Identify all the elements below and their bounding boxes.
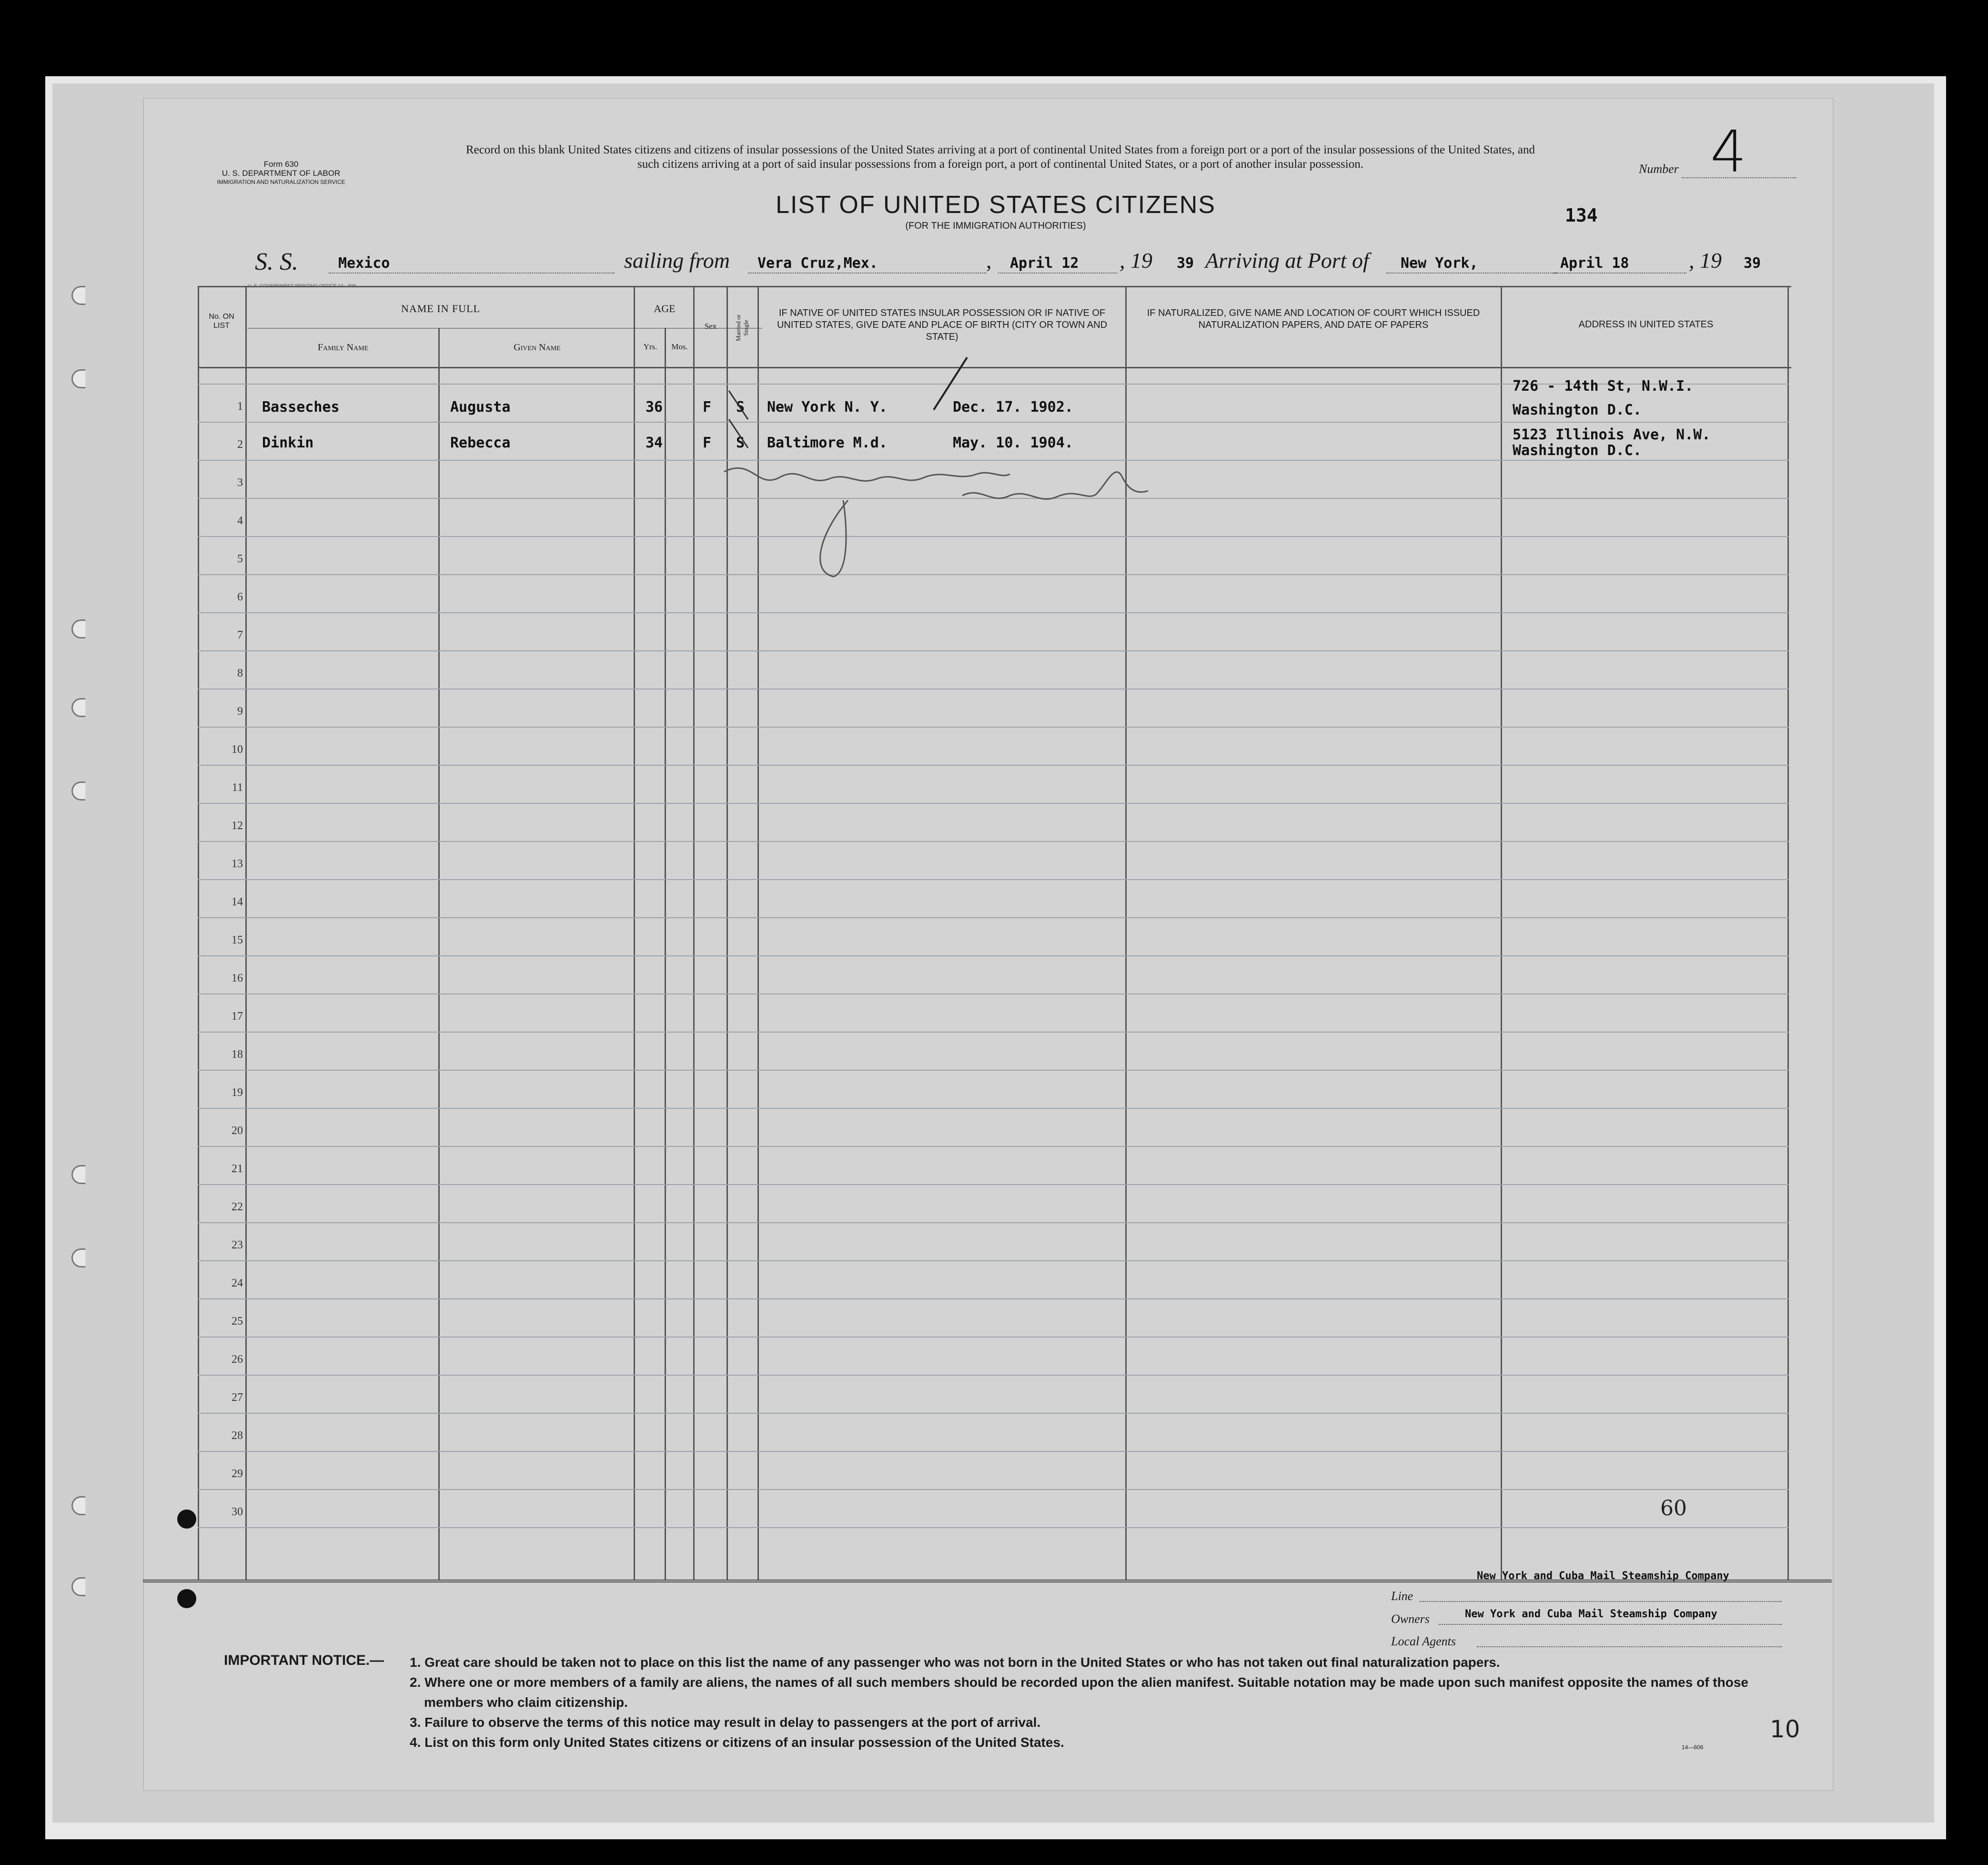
ruled-line [198, 1260, 1789, 1261]
row-number: 2 [237, 438, 243, 451]
agents-label: Local Agents [1391, 1634, 1456, 1648]
ruled-line [198, 1451, 1789, 1452]
row-number: 22 [232, 1201, 243, 1213]
arrival-port: New York, [1401, 255, 1478, 272]
ruled-line [198, 1184, 1789, 1185]
col-header-address: ADDRESS IN UNITED STATES [1578, 319, 1714, 330]
page-subtitle: (FOR THE IMMIGRATION AUTHORITIES) [905, 221, 1086, 231]
address-line-2: Washington D.C. [1513, 402, 1642, 418]
page-count-note: 60 [1660, 1496, 1687, 1520]
row-number: 10 [232, 743, 243, 756]
col-header-no: No. ON LIST [209, 313, 234, 330]
family-name: Dinkin [262, 435, 314, 451]
ruled-line [198, 955, 1789, 956]
ruled-line [198, 841, 1789, 842]
given-name: Rebecca [450, 435, 511, 451]
from-port-line [748, 273, 986, 274]
corner-code: 14—606 [1682, 1744, 1704, 1751]
row-number: 15 [232, 934, 243, 946]
birth-date: Dec. 17. 1902. [953, 399, 1073, 416]
agents-field [1477, 1646, 1782, 1647]
stamp-number: 134 [1565, 205, 1598, 226]
notice-item: 4. List on this form only United States citizens or citizens of an insular possession of the United States. [410, 1735, 1064, 1750]
row-number: 17 [232, 1010, 243, 1023]
ruled-line [198, 879, 1789, 880]
row-number: 23 [232, 1239, 243, 1251]
column-rule [665, 328, 666, 1580]
row-number: 5 [237, 553, 243, 565]
sex-value: F [703, 399, 712, 416]
address-line-2: Washington D.C. [1513, 442, 1642, 459]
ruled-line [198, 1337, 1789, 1338]
service-name: IMMIGRATION AND NATURALIZATION SERVICE [217, 179, 345, 185]
row-number: 27 [232, 1391, 243, 1404]
ruled-line [198, 1489, 1789, 1490]
column-rule [1501, 286, 1502, 1580]
owners-label: Owners [1391, 1612, 1430, 1626]
year-prefix-2: 19 [1700, 248, 1722, 273]
col-header-family: Family Name [317, 342, 369, 353]
form-issuer [195, 160, 367, 187]
ruled-line [198, 1146, 1789, 1147]
line-value: New York and Cuba Mail Steamship Company [1477, 1570, 1729, 1582]
notice-item: 1. Great care should be taken not to place on this list the name of any passenger who was not born in the United States or who has not taken out final naturalization papers. [410, 1655, 1500, 1670]
row-number: 8 [237, 667, 243, 679]
line-label: Line [1391, 1589, 1413, 1603]
ruled-line [198, 1375, 1789, 1376]
row-number: 16 [232, 972, 243, 984]
punch-dot [177, 1510, 196, 1529]
subheader-rule [248, 328, 762, 329]
row-number: 30 [232, 1506, 243, 1518]
punch-dot [177, 1589, 196, 1608]
ruled-line [198, 765, 1789, 766]
row-number: 26 [232, 1353, 243, 1366]
ship-name: Mexico [338, 255, 390, 272]
address-line-1: 5123 Illinois Ave, N.W. [1513, 426, 1711, 443]
row-number: 19 [232, 1086, 243, 1099]
ruled-line [198, 650, 1789, 651]
row-number: 24 [232, 1277, 243, 1289]
owners-value: New York and Cuba Mail Steamship Company [1465, 1608, 1717, 1620]
ruled-line [198, 803, 1789, 804]
col-header-age: AGE [654, 303, 676, 314]
column-rule [438, 328, 440, 1580]
sail-date-line [998, 273, 1117, 274]
arrival-date-line [1553, 273, 1686, 274]
sail-year: 39 [1177, 255, 1194, 272]
notice-item: 2. Where one or more members of a family are aliens, the names of all such members should be recorded upon the alien manifest. Suitable notation may be made upon such manifest opposite the names of those members who claim citizenship. [410, 1675, 1748, 1710]
row-number: 14 [232, 896, 243, 908]
row-number: 11 [232, 781, 243, 794]
col-header-naturalized: IF NATURALIZED, GIVE NAME AND LOCATION OF COURT WHICH ISSUED NATURALIZATION PAPERS, AND DATE OF PAPERS [1147, 308, 1480, 330]
notice-label: IMPORTANT NOTICE.— [224, 1652, 384, 1668]
row-number: 6 [237, 591, 243, 603]
ruled-line [198, 727, 1789, 728]
page-title: LIST OF UNITED STATES CITIZENS [776, 191, 1216, 219]
ruled-line [198, 1527, 1789, 1528]
family-name: Basseches [262, 399, 340, 416]
ship-line [329, 273, 615, 274]
corner-handwriting: 10 [1770, 1715, 1800, 1743]
row-number: 29 [232, 1468, 243, 1480]
arrival-port-line [1386, 273, 1558, 274]
ruled-line [198, 612, 1789, 613]
marital-status: S [736, 435, 745, 451]
row-number: 3 [237, 476, 243, 489]
birth-place: Baltimore M.d. [767, 435, 888, 451]
arrival-year: 39 [1744, 255, 1761, 272]
print-code: 14—606 [338, 284, 356, 289]
form-instructions: Record on this blank United States citizens and citizens of insular possessions of the United States arriving at a port of continental United States from a foreign port or a port of the insular possessions of the United States, and such citizens arriving at a port of said insular possessions from a foreign port, a port of continental United States, or a port of another insular possession. [466, 143, 1535, 171]
sail-date: April 12 [1010, 255, 1079, 272]
col-header-married: Married or Single [735, 314, 749, 341]
ruled-line [198, 1032, 1789, 1033]
age-years: 36 [646, 399, 663, 416]
from-port: Vera Cruz,Mex. [757, 255, 878, 272]
row-number: 9 [237, 705, 243, 718]
col-header-sex: Sex [704, 322, 717, 331]
owners-field [1439, 1624, 1782, 1625]
handwritten-signature [676, 343, 1248, 591]
row-number: 13 [232, 858, 243, 870]
ruled-line [198, 1298, 1789, 1299]
ss-label: S. S. [255, 248, 298, 275]
number-value: 4 [1710, 119, 1747, 185]
ruled-line [198, 1222, 1789, 1223]
arriving-label: Arriving at Port of [1205, 248, 1369, 273]
col-header-given: Given Name [514, 342, 561, 353]
column-rule [245, 286, 247, 1580]
ruled-line [198, 1070, 1789, 1071]
col-header-name: NAME IN FULL [401, 303, 480, 314]
ruled-line [198, 1413, 1789, 1414]
ruled-line [198, 917, 1789, 918]
row-number: 20 [232, 1125, 243, 1137]
col-header-mos: Mos. [671, 342, 688, 351]
row-number: 21 [232, 1163, 243, 1175]
form-number: Form 630 [263, 160, 299, 169]
line-field [1420, 1601, 1782, 1602]
birth-date: May. 10. 1904. [953, 435, 1073, 451]
marital-status: S [736, 399, 745, 416]
notice-item: 3. Failure to observe the terms of this notice may result in delay to passengers at the port of arrival. [410, 1715, 1041, 1730]
row-number: 18 [232, 1048, 243, 1061]
row-number: 4 [237, 515, 243, 527]
notice-list [410, 1652, 1801, 1753]
row-number: 1 [237, 400, 243, 413]
address-line-1: 726 - 14th St, N.W.I. [1513, 378, 1694, 395]
printing-office: U. S. GOVERNMENT PRINTING OFFICE [248, 284, 337, 289]
row-number: 12 [232, 820, 243, 832]
sex-value: F [703, 435, 712, 451]
column-rule [198, 286, 199, 1580]
birth-place: New York N. Y. [767, 399, 888, 416]
row-number: 7 [237, 629, 243, 641]
given-name: Augusta [450, 399, 511, 416]
table-top-rule [198, 286, 1791, 287]
department-name: U. S. DEPARTMENT OF LABOR [222, 169, 341, 178]
row-number: 28 [232, 1429, 243, 1442]
col-header-yrs: Yrs. [643, 342, 657, 351]
age-years: 34 [646, 435, 663, 451]
sailing-label: sailing from [624, 248, 730, 273]
row-number: 25 [232, 1315, 243, 1328]
arrival-date: April 18 [1560, 255, 1629, 272]
col-header-birth: IF NATIVE OF UNITED STATES INSULAR POSSESSION OR IF NATIVE OF UNITED STATES, GIVE DATE AND PLACE OF BIRTH (CITY OR TOWN AND STATE) [777, 308, 1108, 342]
year-prefix-1: 19 [1130, 248, 1152, 273]
ruled-line [198, 993, 1789, 994]
number-label: Number [1639, 162, 1679, 176]
column-rule [634, 286, 635, 1580]
column-rule [1787, 286, 1789, 1580]
ruled-line [198, 1108, 1789, 1109]
